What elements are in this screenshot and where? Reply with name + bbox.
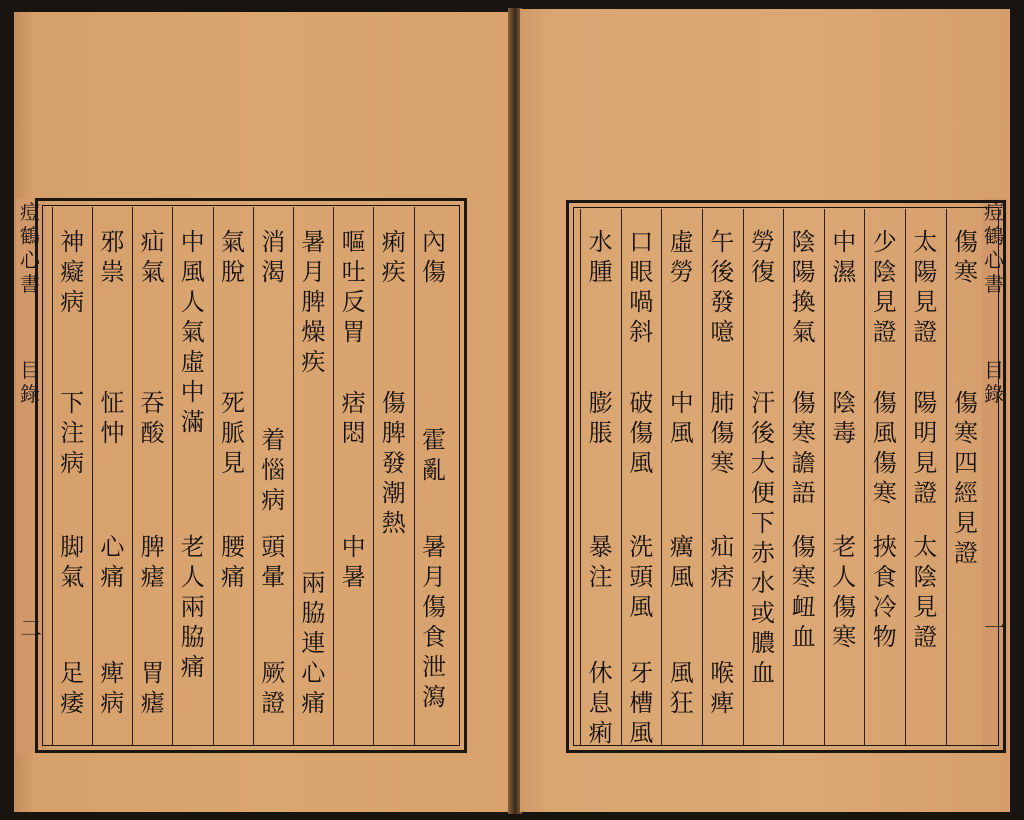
right-toc-entry: 風 狂 — [669, 659, 694, 717]
left-toc-entry: 消 渴 — [261, 228, 286, 286]
right-toc-entry: 太 陽 見 證 — [913, 228, 938, 346]
right-toc-entry: 傷 風 傷 寒 — [872, 389, 897, 507]
left-toc-entry: 脾 瘧 — [140, 533, 165, 591]
left-toc-entry: 暑 月 傷 食 泄 瀉 — [422, 533, 446, 711]
left-toc-entry: 疝 氣 — [140, 228, 165, 286]
right-toc-entry: 休 息 痢 — [588, 659, 613, 747]
right-toc-entry: 破 傷 風 — [629, 389, 654, 477]
left-toc-entry: 腰 痛 — [221, 533, 245, 591]
right-toc-entry: 陰 毒 — [832, 389, 857, 447]
right-toc-entry: 暴 注 — [588, 533, 613, 591]
left-toc-entry: 內 傷 — [422, 228, 446, 286]
left-toc-entry: 老 人 兩 脇 痛 — [180, 533, 205, 681]
left-toc-entry: 吞 酸 — [140, 389, 165, 447]
left-toc-entry: 死 脈 見 — [221, 389, 245, 477]
right-toc-entry: 肺 傷 寒 — [710, 389, 735, 477]
left-banner-section: 目 錄 — [20, 358, 40, 406]
right-toc-entry: 太 陰 見 證 — [913, 533, 938, 651]
right-toc-entry: 傷 寒 — [954, 228, 978, 286]
left-toc-entry: 胃 瘧 — [140, 659, 165, 717]
right-toc-entry: 喉 痺 — [710, 659, 735, 717]
right-toc-entry: 少 陰 見 證 — [872, 228, 897, 346]
left-toc-entry: 痺 病 — [100, 659, 125, 717]
left-toc-entry: 足 痿 — [60, 659, 85, 717]
left-toc-entry: 脚 氣 — [60, 533, 85, 591]
left-toc-entry: 頭 暈 — [261, 533, 286, 591]
left-toc-entry: 中 暑 — [341, 533, 366, 591]
left-toc-entry: 中 風 人 氣 虛 中 滿 — [180, 228, 205, 436]
right-banner-page-number: 一 — [984, 617, 1007, 642]
left-toc-entry: 痞 悶 — [341, 389, 366, 447]
right-toc-entry: 傷 寒 譫 語 — [791, 389, 816, 507]
left-toc-entry: 霍 亂 — [422, 426, 446, 484]
right-toc-entry: 中 風 — [669, 389, 694, 447]
right-toc-entry: 疝 痞 — [710, 533, 735, 591]
left-toc-entry: 着 惱 病 — [261, 426, 286, 514]
right-toc-entry: 水 腫 — [588, 228, 613, 286]
left-toc-entry: 怔 忡 — [100, 389, 125, 447]
right-toc-entry: 洗 頭 風 — [629, 533, 654, 621]
right-toc-entry: 中 濕 — [832, 228, 857, 286]
left-toc-entry: 兩 脇 連 心 痛 — [301, 569, 326, 717]
left-toc-entry: 厥 證 — [261, 659, 286, 717]
left-toc-entry: 暑 月 脾 燥 疾 — [301, 228, 326, 376]
right-toc-entry: 傷 寒 四 經 見 證 — [954, 389, 978, 567]
right-toc-entry: 膨 脹 — [588, 389, 613, 447]
left-banner-page-number: 二 — [20, 617, 43, 642]
right-toc-entry: 老 人 傷 寒 — [832, 533, 857, 651]
left-toc-entry: 嘔 吐 反 胃 — [341, 228, 366, 346]
right-toc-entry: 陰 陽 換 氣 — [791, 228, 816, 346]
left-banner-title: 痘 鶴 心 書 — [20, 200, 40, 296]
right-toc-entry: 虛 勞 — [669, 228, 694, 286]
right-column-rule — [824, 209, 825, 746]
right-toc-entry: 牙 槽 風 — [629, 659, 654, 747]
left-toc-entry: 心 痛 — [100, 533, 125, 591]
left-toc-entry: 氣 脫 — [221, 228, 245, 286]
right-banner-title: 痘 鶴 心 書 — [984, 200, 1004, 296]
right-toc-entry: 癘 風 — [669, 533, 694, 591]
right-toc-entry: 汗 後 大 便 下 赤 水 或 膿 血 — [751, 389, 775, 687]
right-toc-entry: 傷 寒 衄 血 — [791, 533, 816, 651]
right-toc-entry: 勞 復 — [751, 228, 775, 286]
left-toc-entry: 神 癡 病 — [60, 228, 85, 316]
right-toc-entry: 口 眼 喎 斜 — [629, 228, 654, 346]
left-toc-entry: 下 注 病 — [60, 389, 85, 477]
left-toc-entry: 痢 疾 — [381, 228, 406, 286]
left-toc-entry: 傷 脾 發 潮 熱 — [381, 389, 406, 537]
right-toc-entry: 挾 食 冷 物 — [872, 533, 897, 651]
left-toc-entry: 邪 祟 — [100, 228, 125, 286]
right-toc-entry: 陽 明 見 證 — [913, 389, 938, 507]
right-banner-section: 目 錄 — [984, 358, 1004, 406]
right-toc-entry: 午 後 發 噫 — [710, 228, 735, 346]
